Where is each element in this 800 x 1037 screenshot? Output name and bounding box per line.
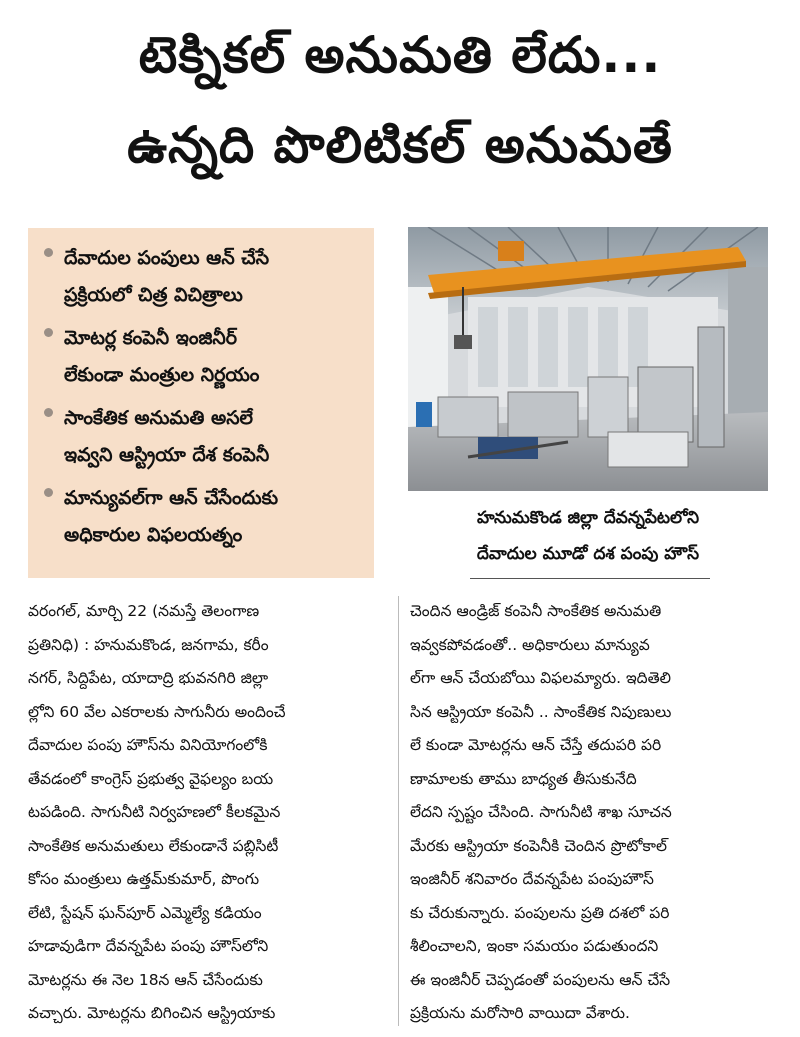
article-line: లేటి, స్టేషన్ ఘన్‌పూర్ ఎమ్మెల్యే కడియం [28,903,262,922]
caption-line-1: హనుమకొండ జిల్లా దేవన్నపేటలోని [476,508,700,528]
article-line: కోసం మంత్రులు ఉత్తమ్‌కుమార్, పొంగు [28,870,260,888]
photo-caption [408,500,768,572]
article-line: చెందిన ఆండ్రిజ్ కంపెనీ సాంకేతిక అనుమతి [410,602,662,620]
article-line: సిన ఆస్ట్రియా కంపెనీ .. సాంకేతిక నిపుణులు [410,702,672,721]
column-divider [398,596,399,1026]
article-line: దేవాదుల పంపు హౌస్‌ను వినియోగంలోకి [28,736,268,754]
article-line: మేరకు ఆస్ట్రియా కంపెనీకి చెందిన ప్రొటోకాల్ [410,836,667,855]
highlight-item [42,320,364,394]
highlight-item [42,240,364,314]
article-line: ఇవ్వకపోవడంతో.. అధికారులు మాన్యువ [410,635,650,654]
bullet-dot-icon [44,248,53,257]
article-line: సాంకేతిక అనుమతులు లేకుండానే పబ్లిసిటీ [28,836,279,855]
article-line: ఈ ఇంజినీర్ చెప్పడంతో పంపులను ఆన్ చేసే [410,970,671,989]
highlight-line: ప్రక్రియలో చిత్ర విచిత్రాలు [64,284,243,306]
article-line: శీలించాలని, ఇంకా సమయం పడుతుందని [410,937,659,955]
article-line: ప్రతినిధి) : హనుమకొండ, జనగామ, కరీం [28,635,269,654]
highlight-line: దేవాదుల పంపులు ఆన్ చేసే [64,247,270,269]
article-line: మోటర్లను ఈ నెల 18న ఆన్ చేసేందుకు [28,970,263,989]
bullet-dot-icon [44,408,53,417]
article-line: ణామాలకు తాము బాధ్యత తీసుకునేది [410,769,637,788]
article-line: నగర్, సిద్దిపేట, యాదాద్రి భువనగిరి జిల్లా [28,669,269,687]
article-line: ఇంజినీర్ శనివారం దేవన్నపేట పంపుహౌస్ [410,870,654,888]
highlight-line: మోటర్ల కంపెనీ ఇంజినీర్ [64,327,237,349]
article-line: హడావుడిగా దేవన్నపేట పంపు హౌస్‌లోని [28,937,269,955]
highlight-item [42,400,364,474]
article-line: కు చేరుకున్నారు. పంపులను ప్రతి దశలో పరి [410,903,670,922]
headline-line-2: ఉన్నది పొలిటికల్ అనుమతే [127,116,673,174]
article-column-1 [28,595,388,1031]
highlight-line: సాంకేతిక అనుమతి అసలే [64,407,254,429]
highlight-item [42,480,364,554]
article-line: ప్రక్రియను మరోసారి వాయిదా వేశారు. [410,1004,630,1022]
caption-divider [470,578,710,579]
highlight-line: ఇవ్వని ఆస్ట్రియా దేశ కంపెనీ [64,444,270,466]
article-line: లే కుండా మోటర్లను ఆన్ చేస్తే తదుపరి పరి [410,736,662,754]
highlight-line: మాన్యువల్‌గా ఆన్ చేసేందుకు [64,487,279,509]
article-column-2 [410,595,772,1031]
bullet-dot-icon [44,328,53,337]
article-line: ల్లోని 60 వేల ఎకరాలకు సాగునీరు అందించే [28,702,286,721]
headline-line-1: టెక్నికల్ అనుమతి లేదు... [138,26,662,84]
article-line: లేదని స్పష్టం చేసింది. సాగునీటి శాఖ సూచన [410,803,672,821]
pump-house-photo [408,227,768,491]
article-line: ల్‌గా ఆన్ చేయబోయి విఫలమ్యారు. ఇదితెలి [410,669,672,687]
article-line: టపడింది. సాగునీటి నిర్వహణలో కీలకమైన [28,803,281,821]
highlights-box [28,228,374,578]
article-line: వచ్చారు. మోటర్లను బిగించిన ఆస్ట్రియాకు [28,1004,276,1022]
article-line: వరంగల్, మార్చి 22 (నమస్తే తెలంగాణ [28,602,260,620]
caption-line-2: దేవాదుల మూడో దశ పంపు హౌస్ [476,544,700,564]
highlight-line: లేకుండా మంత్రుల నిర్ణయం [64,364,260,386]
pump-house-illustration [408,227,768,491]
highlight-line: అధికారుల విఫలయత్నం [64,524,243,546]
article-line: తేవడంలో కాంగ్రెస్ ప్రభుత్వ వైఫల్యం బయ [28,769,274,788]
bullet-dot-icon [44,488,53,497]
